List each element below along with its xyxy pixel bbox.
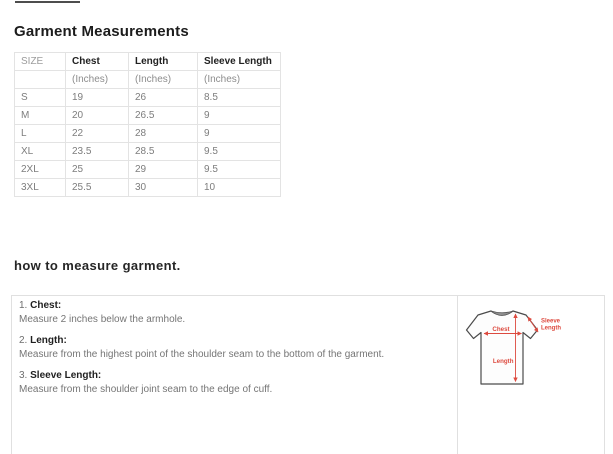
length-cell: 26 [129,89,198,107]
length-arrow-label: Length [492,358,514,365]
chest-cell: 20 [66,107,129,125]
sleeve-cell: 10 [198,179,281,197]
sleeve-cell: 9 [198,107,281,125]
units-cell: (Inches) [66,71,129,89]
units-cell: (Inches) [129,71,198,89]
units-cell [15,71,66,89]
step-heading [19,334,447,348]
step-description: Measure 2 inches below the armhole. [19,314,186,325]
tshirt-outline [467,311,538,384]
length-cell: 26.5 [129,107,198,125]
sleeve-cell: 8.5 [198,89,281,107]
step-number: 2. [19,335,28,346]
table-header-row [15,53,281,71]
table-row [15,107,281,125]
measure-step-length [19,334,447,362]
step-description: Measure from the highest point of the shoulder seam to the bottom of the garment. [19,349,385,360]
step-heading [19,369,447,383]
chest-cell: 19 [66,89,129,107]
sleeve-cell: 9 [198,125,281,143]
length-cell: 29 [129,161,198,179]
chest-cell: 25.5 [66,179,129,197]
table-row [15,89,281,107]
step-label: Chest: [30,300,62,311]
table-row [15,161,281,179]
length-cell: 28 [129,125,198,143]
measure-section-title: how to measure garment. [14,258,181,273]
sleeve-cell: 9.5 [198,143,281,161]
step-label: Sleeve Length: [30,370,102,381]
measure-step-sleeve-length [19,369,447,397]
size-cell: M [15,107,66,125]
step-description: Measure from the shoulder joint seam to the edge of cuff. [19,384,273,395]
chest-cell: 22 [66,125,129,143]
sleeve-cell: 9.5 [198,161,281,179]
column-header-chest: Chest [66,53,129,71]
page-title: Garment Measurements [14,23,189,40]
column-header-size: SIZE [15,53,66,71]
size-cell: L [15,125,66,143]
step-number: 1. [19,300,28,311]
size-cell: 3XL [15,179,66,197]
length-cell: 28.5 [129,143,198,161]
step-heading [19,299,447,313]
sleeve-arrow-label-line2: Length [541,325,561,332]
column-header-sleeve-length: Sleeve Length [198,53,281,71]
chest-cell: 25 [66,161,129,179]
chest-arrow-label: Chest [492,326,510,333]
units-cell: (Inches) [198,71,281,89]
measure-steps-panel [12,296,458,454]
sleeve-arrow-label-line1: Sleeve [541,318,561,325]
tshirt-measure-diagram [464,300,564,392]
measure-instructions-box [11,295,605,454]
table-row [15,125,281,143]
size-chart-table [14,52,281,197]
table-row [15,179,281,197]
column-header-length: Length [129,53,198,71]
table-row [15,143,281,161]
step-number: 3. [19,370,28,381]
length-cell: 30 [129,179,198,197]
measure-diagram-panel [458,296,604,454]
chest-cell: 23.5 [66,143,129,161]
measure-step-chest [19,299,447,327]
step-label: Length: [30,335,67,346]
size-cell: S [15,89,66,107]
table-units-row [15,71,281,89]
active-tab-underline [15,1,80,3]
size-cell: 2XL [15,161,66,179]
size-cell: XL [15,143,66,161]
